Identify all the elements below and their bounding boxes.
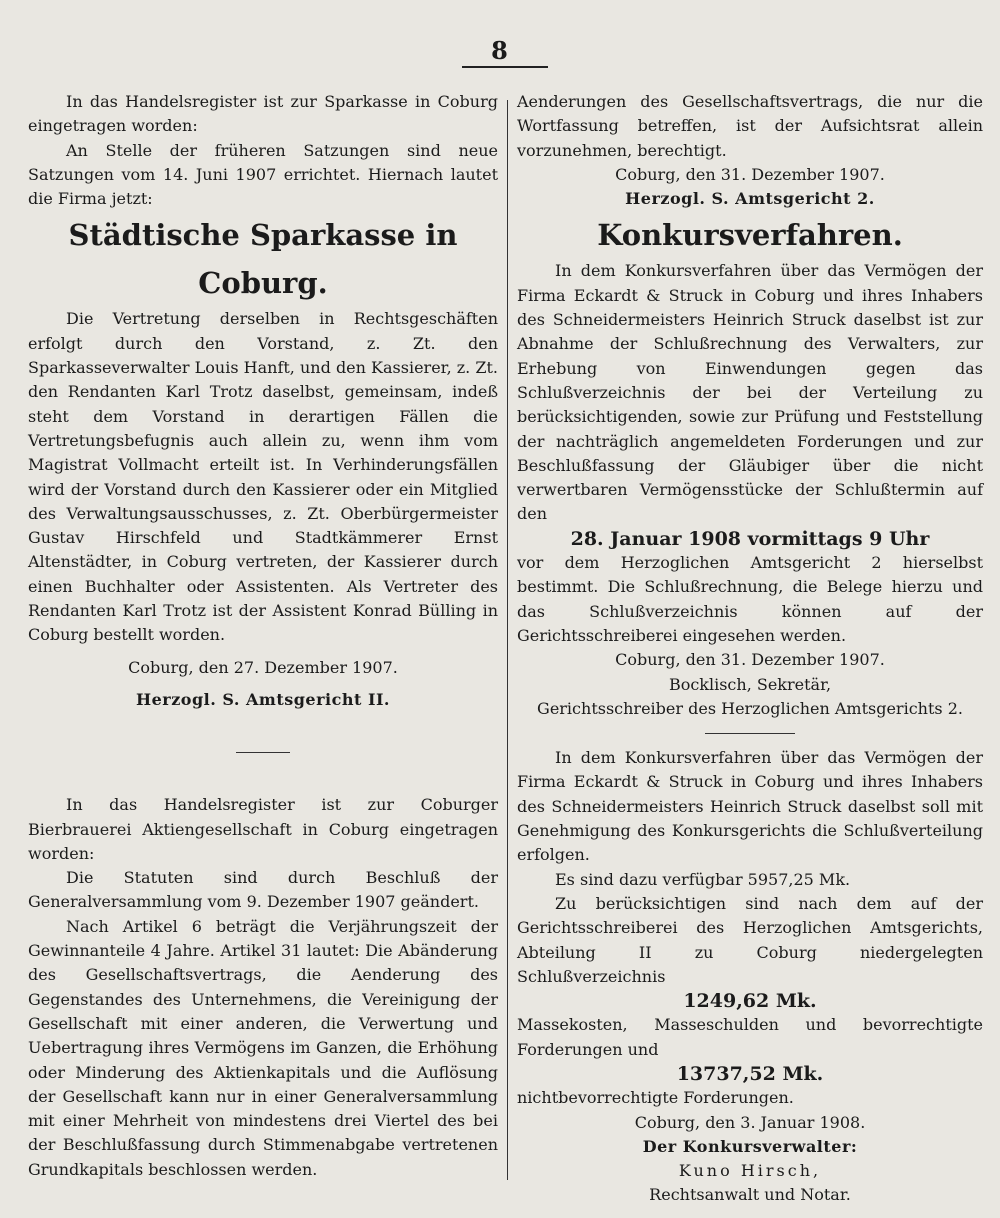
konkurs-notice-2: In dem Konkursverfahren über das Vermögen der Firma Eckardt & Struck in Coburg und ihres Inhabers des Schneidermeisters Heinrich Struck daselbst soll mit Genehmigung des Konkursgerichts die Schlußverteilung erfolgen.: [517, 748, 983, 865]
notice-brewery-articles: Nach Artikel 6 beträgt die Verjährungszeit der Gewinnanteile 4 Jahre. Artikel 31 lautet: Die Abänderung des Gesellschaftsvertrags, die Aenderung des Gegenstandes des Unternehmens, die Vereinigung der Gesellschaft mit einer anderen, die Verwertung und Uebertragung ihres Vermögens im Ganzen, die Erhöhung oder Minderung des Aktienkapitals und die Auflösung der Gesellschaft kann nur in einer Generalversammlung mit einer Mehrheit von mindestens drei Viertel des bei der Beschlußfassung durch Stimmenabgabe vertretenen Grundkapitals beschlossen werden.: [28, 916, 498, 1179]
konkurs-1-date: Coburg, den 31. Dezember 1907.: [615, 650, 885, 670]
firm-name-heading: Städtische Sparkasse in Coburg.: [68, 218, 458, 301]
notice-sparkasse-intro: In das Handelsregister ist zur Sparkasse in Coburg eingetragen worden:: [28, 92, 498, 136]
konkurs-available: Es sind dazu verfügbar 5957,25 Mk.: [555, 869, 851, 889]
notice-brewery-intro: In das Handelsregister ist zur Coburger Bierbrauerei Aktiengesellschaft in Coburg eingetragen worden:: [28, 795, 498, 863]
notice-sparkasse-statutes: An Stelle der früheren Satzungen sind neue Satzungen vom 14. Juni 1907 errichtet. Hiernach lautet die Firma jetzt:: [28, 140, 498, 209]
konkurs-termin: 28. Januar 1908 vormittags 9 Uhr: [570, 527, 930, 550]
konkurs-2-date: Coburg, den 3. Januar 1908.: [634, 1112, 866, 1132]
konkurs-administrator-name: Kuno Hirsch,: [678, 1161, 822, 1181]
continued-text: Aenderungen des Gesellschaftsvertrags, die nur die Wortfassung betreffen, ist der Aufsichtsrat allein vorzunehmen, berechtigt.: [517, 92, 983, 160]
header-rule: [462, 66, 548, 68]
konkurs-notice-1: In dem Konkursverfahren über das Vermögen der Firma Eckardt & Struck in Coburg und ihres Inhabers des Schneidermeisters Heinrich Struck daselbst ist zur Abnahme der Schlußrechnung des Verwalters, zur Erhebung von Einwendungen gegen das Schlußverzeichnis der bei der Verteilung zu berücksichtigenden, sowie zur Prüfung und Feststellung der nachträglich angemeldeten Forderungen und zur Beschlußfassung der Gläubiger über die nicht verwertbaren Vermögensstücke der Schlußtermin auf den: [517, 261, 983, 524]
column-divider: [507, 100, 508, 1180]
konkurs-notice-1-cont: vor dem Herzoglichen Amtsgericht 2 hierselbst bestimmt. Die Schlußrechnung, die Belege hierzu und das Schlußverzeichnis können auf der Gerichtsschreiberei eingesehen werden.: [517, 553, 983, 645]
left-column: [28, 90, 498, 1182]
right-column: [517, 90, 983, 1208]
konkurs-administrator-title: Der Konkursverwalter:: [642, 1136, 858, 1156]
continued-court: Herzogl. S. Amtsgericht 2.: [625, 189, 875, 209]
notice-sparkasse-representation: Die Vertretung derselben in Rechtsgeschäften erfolgt durch den Vorstand, z. Zt. den Sparkasseverwalter Louis Hanft, und den Kassierer, z. Zt. den Rendanten Karl Trotz daselbst, gemeinsam, indeß steht dem Vorstand in derartigen Fällen die Vertretungsbefugnis auch allein zu, wenn ihm vom Magistrat Vollmacht erteilt ist. In Verhinderungsfällen wird der Vorstand durch den Kassierer oder ein Mitglied des Verwaltungsausschusses, z. Zt. Oberbürgermeister Gustav Hirschfeld und Stadtkämmerer Ernst Altenstädter, in Coburg vertreten, der Kassierer durch einen Buchhalter oder Assistenten. Als Vertreter des Rendanten Karl Trotz ist der Assistent Konrad Bülling in Coburg bestellt worden.: [28, 309, 498, 645]
konkurs-administrator-role: Rechtsanwalt und Notar.: [649, 1185, 851, 1205]
konkurs-consider: Zu berücksichtigen sind nach dem auf der Gerichtsschreiberei des Herzoglichen Amtsgerichts, Abteilung II zu Coburg niedergelegten Schlußverzeichnis: [517, 893, 983, 986]
section-heading: Konkursverfahren.: [597, 218, 903, 253]
konkurs-amount-1-label: Massekosten, Masseschulden und bevorrechtigte Forderungen und: [517, 1015, 983, 1059]
konkurs-amount-1: 1249,62 Mk.: [683, 990, 817, 1013]
notice-sparkasse-court: Herzogl. S. Amtsgericht II.: [135, 689, 390, 709]
konkurs-amount-2-label: nichtbevorrechtigte Forderungen.: [517, 1088, 794, 1108]
konkurs-amount-2: 13737,52 Mk.: [676, 1062, 824, 1085]
continued-date: Coburg, den 31. Dezember 1907.: [615, 164, 885, 184]
konkurs-1-signer-role: Gerichtsschreiber des Herzoglichen Amtsgerichts 2.: [537, 698, 963, 718]
notice-sparkasse-date: Coburg, den 27. Dezember 1907.: [128, 657, 398, 677]
page-number: 8: [491, 36, 509, 65]
konkurs-1-signer: Bocklisch, Sekretär,: [668, 674, 832, 694]
notice-brewery-statutes: Die Statuten sind durch Beschluß der Generalversammlung vom 9. Dezember 1907 geändert.: [28, 868, 498, 912]
